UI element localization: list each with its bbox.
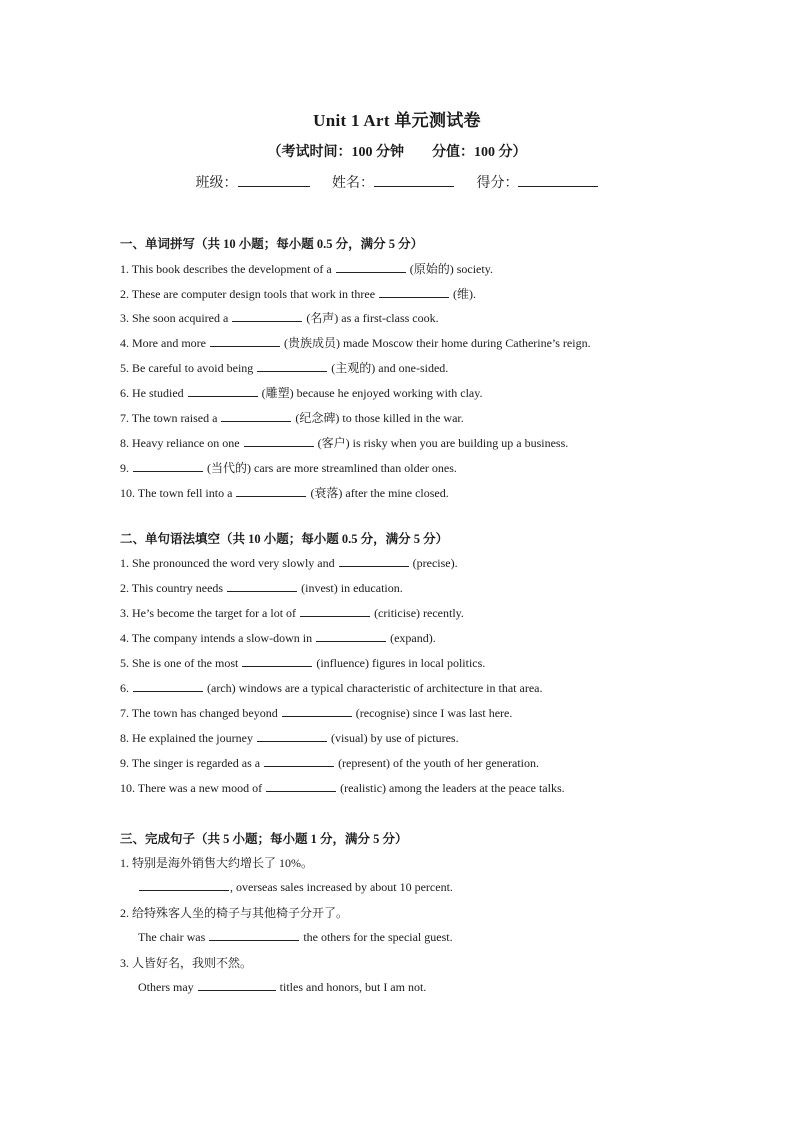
item-text: (expand).: [387, 631, 436, 645]
item-text: (criticise) recently.: [371, 606, 464, 620]
name-blank[interactable]: [374, 173, 454, 187]
answer-blank[interactable]: [242, 655, 312, 667]
item-text: 5. Be careful to avoid being: [120, 361, 257, 375]
section1-item: [120, 409, 464, 426]
item-text: the others for the special guest.: [300, 930, 453, 944]
section1-item: [120, 434, 568, 451]
section2-item: [120, 755, 539, 771]
section2-heading: 二、单句语法填空（共 10 小题；每小题 0.5 分，满分 5 分）: [120, 532, 449, 546]
section2-item: [120, 730, 459, 746]
section2-item: [120, 655, 485, 671]
item-text: 4. The company intends a slow-down in: [120, 631, 316, 645]
section3-answer-line: [138, 879, 453, 895]
item-text: , overseas sales increased by about 10 percent.: [230, 880, 453, 894]
answer-blank[interactable]: [316, 630, 386, 642]
class-blank[interactable]: [238, 173, 310, 187]
section1-item: [120, 309, 439, 326]
answer-blank[interactable]: [257, 730, 327, 742]
answer-blank[interactable]: [244, 435, 314, 447]
section1-item: [120, 285, 476, 302]
section3-answer-line: [138, 979, 426, 995]
section3-prompt: 3. 人皆好名，我则不然。: [120, 956, 253, 970]
answer-blank[interactable]: [379, 286, 449, 298]
item-text: 1. This book describes the development of a: [120, 262, 335, 276]
item-text: (衰落) after the mine closed.: [307, 486, 449, 500]
section3-prompt: 2. 给特殊客人坐的椅子与其他椅子分开了。: [120, 906, 349, 920]
answer-blank[interactable]: [209, 929, 299, 941]
section1-item: [120, 384, 482, 401]
item-text: (名声) as a first-class cook.: [303, 311, 439, 325]
item-text: 8. Heavy reliance on one: [120, 436, 243, 450]
name-label: 姓名：: [332, 175, 374, 191]
section2-item: [120, 555, 458, 571]
item-text: 6. He studied: [120, 386, 187, 400]
score-field: [476, 172, 598, 192]
item-text: (represent) of the youth of her generation.: [335, 756, 539, 770]
section1-item: [120, 459, 457, 476]
item-text: (维).: [450, 287, 477, 301]
item-text: (原始的) society.: [406, 262, 493, 276]
item-text: 7. The town has changed beyond: [120, 706, 281, 720]
item-text: 3. He’s become the target for a lot of: [120, 606, 300, 620]
section2-item: [120, 580, 403, 596]
answer-blank[interactable]: [210, 335, 280, 347]
item-text: (influence) figures in local politics.: [313, 656, 486, 670]
item-text: 3. She soon acquired a: [120, 311, 232, 325]
answer-blank[interactable]: [133, 460, 203, 472]
item-text: (纪念碑) to those killed in the war.: [292, 411, 464, 425]
section2-item: [120, 605, 464, 621]
exam-meta: [0, 141, 794, 161]
item-text: (visual) by use of pictures.: [327, 731, 459, 745]
item-text: (invest) in education.: [298, 581, 403, 595]
answer-blank[interactable]: [300, 605, 370, 617]
item-text: titles and honors, but I am not.: [276, 980, 427, 994]
class-field: [196, 172, 310, 192]
answer-blank[interactable]: [336, 261, 406, 273]
name-field: [332, 172, 454, 192]
answer-blank[interactable]: [236, 485, 306, 497]
page-title: Unit 1 Art 单元测试卷: [313, 111, 481, 130]
item-text: 1. She pronounced the word very slowly and: [120, 556, 338, 570]
section2-item: [120, 630, 436, 646]
score-info: 分值：100 分）: [432, 145, 527, 160]
item-text: Others may: [138, 980, 197, 994]
answer-blank[interactable]: [282, 705, 352, 717]
item-text: 10. There was a new mood of: [120, 781, 266, 795]
score-label: 得分：: [476, 175, 519, 191]
answer-blank[interactable]: [188, 385, 258, 397]
item-text: 9.: [120, 461, 132, 475]
item-text: (客户) is risky when you are building up a business.: [314, 436, 569, 450]
section3-heading: 三、完成句子（共 5 小题；每小题 1 分，满分 5 分）: [120, 832, 408, 846]
section2-item: [120, 705, 512, 721]
item-text: (主观的) and one-sided.: [328, 361, 449, 375]
item-text: 2. These are computer design tools that work in three: [120, 287, 379, 301]
item-text: (realistic) among the leaders at the peace talks.: [337, 781, 565, 795]
item-text: (arch) windows are a typical characteristic of architecture in that area.: [204, 681, 543, 695]
answer-blank[interactable]: [339, 555, 409, 567]
section1-item: [120, 260, 493, 277]
item-text: 9. The singer is regarded as a: [120, 756, 264, 770]
class-label: 班级：: [195, 175, 238, 191]
item-text: 8. He explained the journey: [120, 731, 256, 745]
section3-answer-line: [138, 929, 453, 945]
item-text: 7. The town raised a: [120, 411, 221, 425]
answer-blank[interactable]: [139, 879, 229, 891]
student-info-row: [0, 172, 794, 192]
item-text: 5. She is one of the most: [120, 656, 242, 670]
section1-item: [120, 334, 591, 351]
score-blank[interactable]: [518, 173, 598, 187]
answer-blank[interactable]: [133, 680, 203, 692]
section2-item: [120, 780, 565, 796]
item-text: (precise).: [409, 556, 458, 570]
item-text: (贵族成员) made Moscow their home during Catherine’s reign.: [280, 336, 591, 350]
answer-blank[interactable]: [221, 410, 291, 422]
item-text: (recognise) since I was last here.: [352, 706, 513, 720]
answer-blank[interactable]: [257, 360, 327, 372]
answer-blank[interactable]: [232, 310, 302, 322]
item-text: 4. More and more: [120, 336, 209, 350]
item-text: (雕塑) because he enjoyed working with clay.: [258, 386, 483, 400]
answer-blank[interactable]: [227, 580, 297, 592]
time-info: （考试时间：100 分钟: [267, 145, 404, 160]
section2-item: [120, 680, 542, 696]
section1-item: [120, 359, 448, 376]
section1-heading: 一、单词拼写（共 10 小题；每小题 0.5 分，满分 5 分）: [120, 237, 424, 251]
item-text: 10. The town fell into a: [120, 486, 236, 500]
item-text: 2. This country needs: [120, 581, 227, 595]
item-text: The chair was: [138, 930, 209, 944]
answer-blank[interactable]: [264, 755, 334, 767]
section1-item: [120, 484, 449, 501]
section3-prompt: 1. 特别是海外销售大约增长了 10%。: [120, 856, 313, 870]
answer-blank[interactable]: [198, 979, 276, 991]
item-text: 6.: [120, 681, 132, 695]
item-text: (当代的) cars are more streamlined than older ones.: [204, 461, 457, 475]
answer-blank[interactable]: [266, 780, 336, 792]
